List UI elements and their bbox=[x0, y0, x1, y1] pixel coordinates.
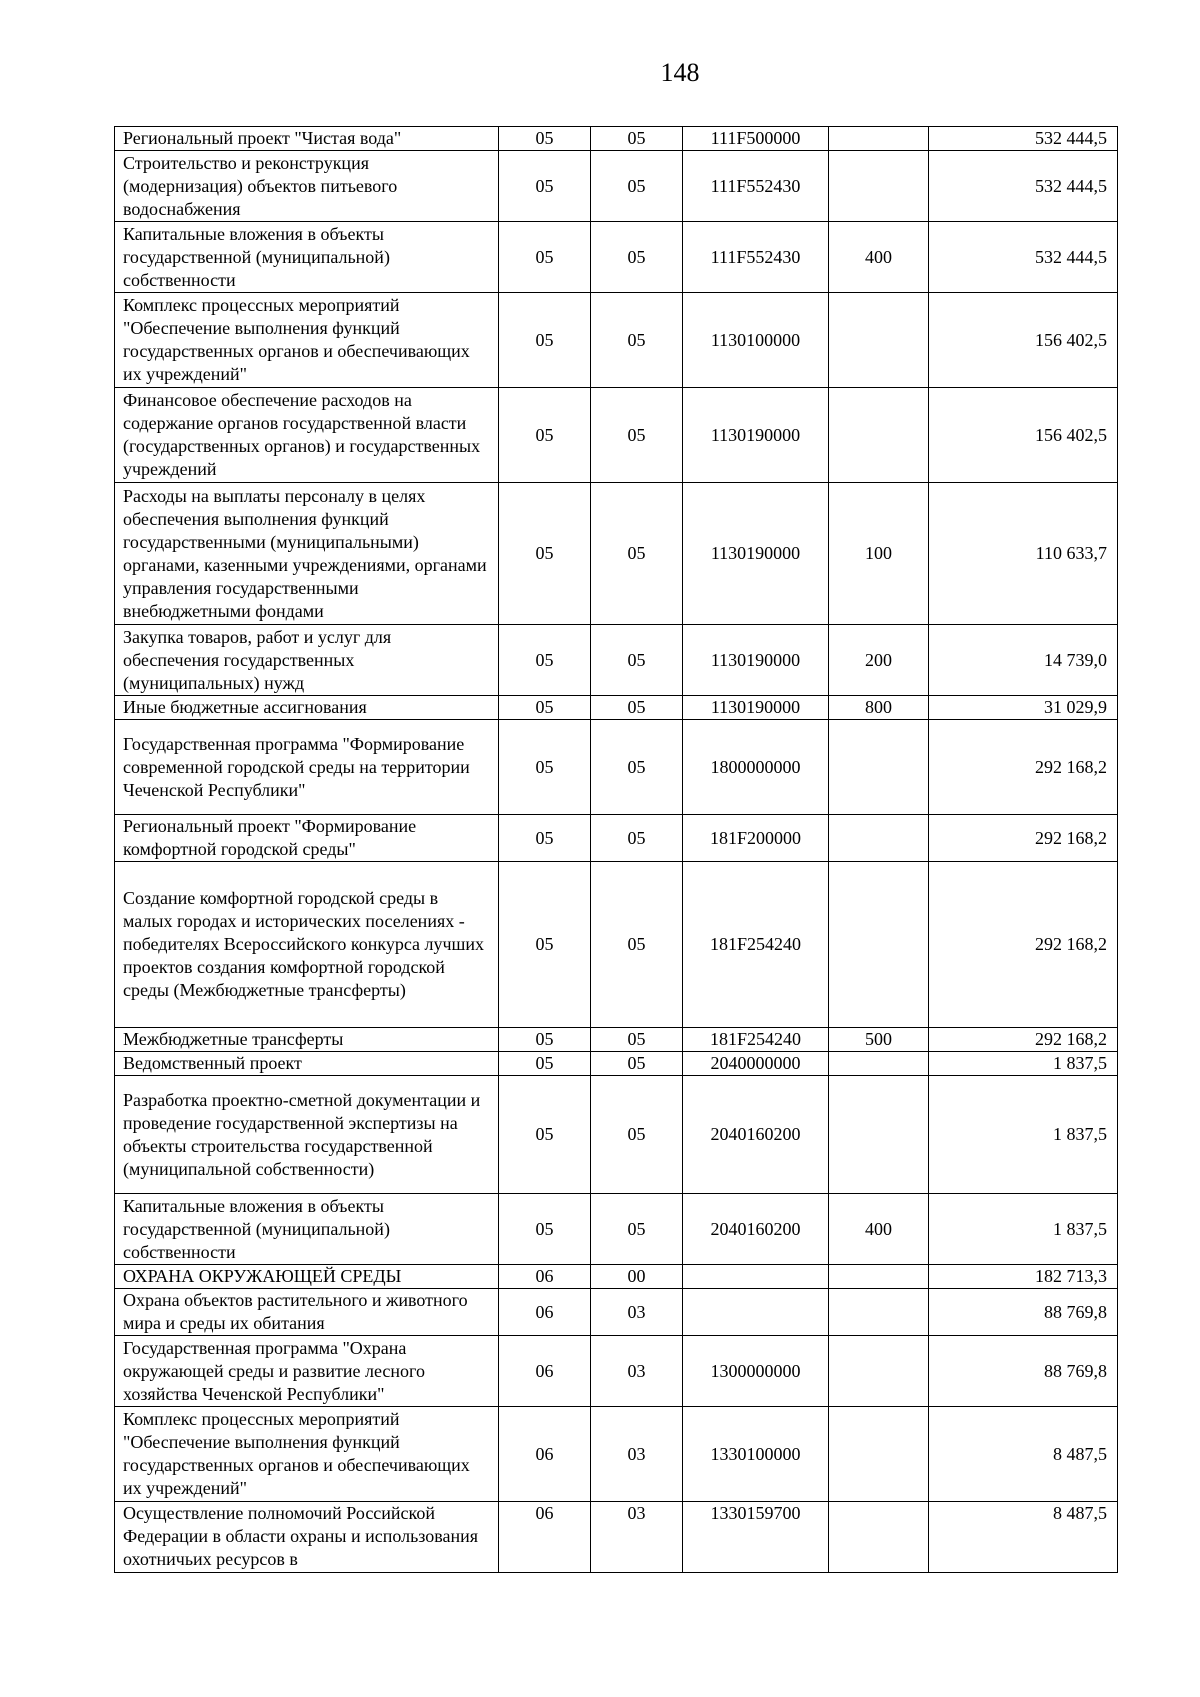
expense-type-code: 400 bbox=[829, 222, 929, 293]
expense-type-code bbox=[829, 1407, 929, 1502]
item-name: Разработка проектно-сметной документации и проведение государственной экспертизы на объекты строительства государственной (муниципальной собственности) bbox=[115, 1076, 499, 1194]
table-row bbox=[115, 720, 1118, 815]
item-name: Государственная программа "Охрана окружающей среды и развитие лесного хозяйства Чеченской Республики" bbox=[115, 1336, 499, 1407]
item-name: Капитальные вложения в объекты государственной (муниципальной) собственности bbox=[115, 222, 499, 293]
amount: 88 769,8 bbox=[929, 1289, 1118, 1336]
expense-type-code bbox=[829, 127, 929, 151]
target-item-code bbox=[683, 1289, 829, 1336]
subsection-code: 05 bbox=[591, 862, 683, 1028]
section-code: 05 bbox=[499, 696, 591, 720]
subsection-code: 03 bbox=[591, 1289, 683, 1336]
table-row bbox=[115, 293, 1118, 388]
target-item-code: 111F500000 bbox=[683, 127, 829, 151]
item-name: Региональный проект "Чистая вода" bbox=[115, 127, 499, 151]
target-item-code: 181F254240 bbox=[683, 862, 829, 1028]
expense-type-code: 800 bbox=[829, 696, 929, 720]
page-number: 148 bbox=[660, 58, 700, 87]
amount: 532 444,5 bbox=[929, 127, 1118, 151]
section-code: 05 bbox=[499, 625, 591, 696]
target-item-code: 1300000000 bbox=[683, 1336, 829, 1407]
target-item-code: 1330159700 bbox=[683, 1502, 829, 1573]
table-row bbox=[115, 1407, 1118, 1502]
amount: 8 487,5 bbox=[929, 1502, 1118, 1573]
subsection-code: 05 bbox=[591, 1194, 683, 1265]
section-code: 05 bbox=[499, 862, 591, 1028]
table-row bbox=[115, 222, 1118, 293]
expense-type-code: 400 bbox=[829, 1194, 929, 1265]
subsection-code: 05 bbox=[591, 625, 683, 696]
subsection-code: 03 bbox=[591, 1407, 683, 1502]
amount: 31 029,9 bbox=[929, 696, 1118, 720]
amount: 292 168,2 bbox=[929, 862, 1118, 1028]
subsection-code: 05 bbox=[591, 1028, 683, 1052]
table-row bbox=[115, 388, 1118, 483]
section-code: 05 bbox=[499, 388, 591, 483]
section-code: 05 bbox=[499, 815, 591, 862]
subsection-code: 05 bbox=[591, 222, 683, 293]
amount: 292 168,2 bbox=[929, 720, 1118, 815]
subsection-code: 05 bbox=[591, 151, 683, 222]
expense-type-code bbox=[829, 815, 929, 862]
amount: 292 168,2 bbox=[929, 1028, 1118, 1052]
item-name: Ведомственный проект bbox=[115, 1052, 499, 1076]
target-item-code bbox=[683, 1265, 829, 1289]
target-item-code: 1130100000 bbox=[683, 293, 829, 388]
section-code: 05 bbox=[499, 720, 591, 815]
section-code: 05 bbox=[499, 222, 591, 293]
budget-table bbox=[114, 126, 1118, 1573]
amount: 8 487,5 bbox=[929, 1407, 1118, 1502]
table-row bbox=[115, 625, 1118, 696]
expense-type-code bbox=[829, 1265, 929, 1289]
section-code: 05 bbox=[499, 1052, 591, 1076]
amount: 14 739,0 bbox=[929, 625, 1118, 696]
subsection-code: 05 bbox=[591, 1076, 683, 1194]
table-row bbox=[115, 696, 1118, 720]
expense-type-code bbox=[829, 862, 929, 1028]
section-code: 06 bbox=[499, 1502, 591, 1573]
table-row bbox=[115, 862, 1118, 1028]
table-row bbox=[115, 815, 1118, 862]
amount: 110 633,7 bbox=[929, 483, 1118, 625]
subsection-code: 05 bbox=[591, 293, 683, 388]
amount: 88 769,8 bbox=[929, 1336, 1118, 1407]
expense-type-code bbox=[829, 720, 929, 815]
amount: 1 837,5 bbox=[929, 1052, 1118, 1076]
item-name: Строительство и реконструкция (модернизация) объектов питьевого водоснабжения bbox=[115, 151, 499, 222]
amount: 292 168,2 bbox=[929, 815, 1118, 862]
expense-type-code bbox=[829, 151, 929, 222]
subsection-code: 05 bbox=[591, 388, 683, 483]
target-item-code: 1800000000 bbox=[683, 720, 829, 815]
target-item-code: 1330100000 bbox=[683, 1407, 829, 1502]
table-row bbox=[115, 1052, 1118, 1076]
amount: 532 444,5 bbox=[929, 222, 1118, 293]
table-row bbox=[115, 1336, 1118, 1407]
section-code: 05 bbox=[499, 293, 591, 388]
section-code: 05 bbox=[499, 1028, 591, 1052]
item-name: Капитальные вложения в объекты государственной (муниципальной) собственности bbox=[115, 1194, 499, 1265]
target-item-code: 1130190000 bbox=[683, 625, 829, 696]
expense-type-code bbox=[829, 1502, 929, 1573]
amount: 182 713,3 bbox=[929, 1265, 1118, 1289]
section-code: 06 bbox=[499, 1407, 591, 1502]
item-name: Охрана объектов растительного и животного мира и среды их обитания bbox=[115, 1289, 499, 1336]
section-code: 06 bbox=[499, 1336, 591, 1407]
amount: 156 402,5 bbox=[929, 293, 1118, 388]
table-row bbox=[115, 127, 1118, 151]
table-row bbox=[115, 1028, 1118, 1052]
section-code: 05 bbox=[499, 1076, 591, 1194]
section-code: 05 bbox=[499, 151, 591, 222]
subsection-code: 03 bbox=[591, 1336, 683, 1407]
table-row bbox=[115, 1502, 1118, 1573]
expense-type-code: 500 bbox=[829, 1028, 929, 1052]
table-row bbox=[115, 1194, 1118, 1265]
item-name: Региональный проект "Формирование комфортной городской среды" bbox=[115, 815, 499, 862]
target-item-code: 1130190000 bbox=[683, 388, 829, 483]
item-name: Расходы на выплаты персоналу в целях обеспечения выполнения функций государственными (муниципальными) органами, казенными учреждениями, органами управления государственными внебюджетными фондами bbox=[115, 483, 499, 625]
item-name: Финансовое обеспечение расходов на содержание органов государственной власти (государственных органов) и государственных учреждений bbox=[115, 388, 499, 483]
section-code: 06 bbox=[499, 1265, 591, 1289]
expense-type-code: 200 bbox=[829, 625, 929, 696]
subsection-code: 05 bbox=[591, 696, 683, 720]
item-name: Межбюджетные трансферты bbox=[115, 1028, 499, 1052]
table-row bbox=[115, 151, 1118, 222]
target-item-code: 2040160200 bbox=[683, 1194, 829, 1265]
target-item-code: 1130190000 bbox=[683, 696, 829, 720]
expense-type-code bbox=[829, 1076, 929, 1194]
expense-type-code bbox=[829, 1289, 929, 1336]
item-name: Закупка товаров, работ и услуг для обеспечения государственных (муниципальных) нужд bbox=[115, 625, 499, 696]
amount: 1 837,5 bbox=[929, 1194, 1118, 1265]
subsection-code: 05 bbox=[591, 815, 683, 862]
subsection-code: 05 bbox=[591, 483, 683, 625]
target-item-code: 2040000000 bbox=[683, 1052, 829, 1076]
subsection-code: 05 bbox=[591, 720, 683, 815]
target-item-code: 181F200000 bbox=[683, 815, 829, 862]
expense-type-code: 100 bbox=[829, 483, 929, 625]
section-code: 05 bbox=[499, 127, 591, 151]
subsection-code: 05 bbox=[591, 1052, 683, 1076]
item-name: Иные бюджетные ассигнования bbox=[115, 696, 499, 720]
table-row bbox=[115, 1289, 1118, 1336]
section-code: 05 bbox=[499, 483, 591, 625]
table-row bbox=[115, 1076, 1118, 1194]
amount: 156 402,5 bbox=[929, 388, 1118, 483]
expense-type-code bbox=[829, 1336, 929, 1407]
item-name: Комплекс процессных мероприятий "Обеспечение выполнения функций государственных органов и обеспечивающих их учреждений" bbox=[115, 1407, 499, 1502]
target-item-code: 111F552430 bbox=[683, 222, 829, 293]
amount: 532 444,5 bbox=[929, 151, 1118, 222]
item-name: Государственная программа "Формирование современной городской среды на территории Чеченской Республики" bbox=[115, 720, 499, 815]
item-name: Осуществление полномочий Российской Федерации в области охраны и использования охотничьих ресурсов в bbox=[115, 1502, 499, 1573]
subsection-code: 00 bbox=[591, 1265, 683, 1289]
target-item-code: 2040160200 bbox=[683, 1076, 829, 1194]
table-row bbox=[115, 1265, 1118, 1289]
section-code: 06 bbox=[499, 1289, 591, 1336]
item-name: Комплекс процессных мероприятий "Обеспечение выполнения функций государственных органов и обеспечивающих их учреждений" bbox=[115, 293, 499, 388]
target-item-code: 1130190000 bbox=[683, 483, 829, 625]
item-name: ОХРАНА ОКРУЖАЮЩЕЙ СРЕДЫ bbox=[115, 1265, 499, 1289]
section-code: 05 bbox=[499, 1194, 591, 1265]
table-row bbox=[115, 483, 1118, 625]
target-item-code: 181F254240 bbox=[683, 1028, 829, 1052]
amount: 1 837,5 bbox=[929, 1076, 1118, 1194]
item-name: Создание комфортной городской среды в малых городах и исторических поселениях - победителях Всероссийского конкурса лучших проектов создания комфортной городской среды (Межбюджетные трансферты) bbox=[115, 862, 499, 1028]
expense-type-code bbox=[829, 293, 929, 388]
subsection-code: 03 bbox=[591, 1502, 683, 1573]
target-item-code: 111F552430 bbox=[683, 151, 829, 222]
expense-type-code bbox=[829, 388, 929, 483]
subsection-code: 05 bbox=[591, 127, 683, 151]
expense-type-code bbox=[829, 1052, 929, 1076]
